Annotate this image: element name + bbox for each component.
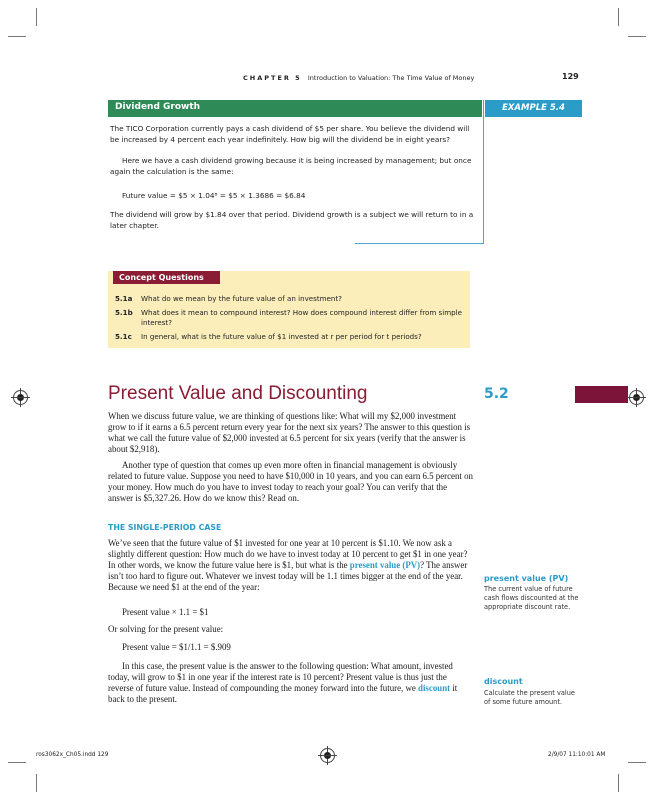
example-rule: [483, 100, 484, 244]
footer-timestamp: 2/9/07 11:10:01 AM: [548, 752, 606, 758]
margin-definition: The current value of future cash flows discounted at the appropriate discount rate.: [484, 585, 579, 611]
margin-term: discount: [484, 677, 523, 686]
key-term-link[interactable]: present value (PV): [349, 560, 421, 570]
registration-mark-icon: [13, 390, 28, 405]
example-paragraph: The dividend will grow by $1.84 over that period. Dividend growth is a subject we will return to in a later chapter.: [110, 210, 474, 230]
equation: Present value × 1.1 = $1: [122, 607, 209, 617]
section-number: 5.2: [484, 386, 509, 402]
key-term-link[interactable]: discount: [418, 683, 451, 693]
section-title: Present Value and Discounting: [108, 383, 368, 404]
body-paragraph: When we discuss future value, we are thinking of questions like: What will my $2,000 investment grow to if it earns a 6.5 percent return every year for the next six years? The answer to this question is what we call the future value of $2,000 invested at 6.5 percent for six years (verify that the answer is about $2,918).: [108, 411, 471, 454]
subsection-heading: THE SINGLE-PERIOD CASE: [108, 523, 222, 532]
crop-mark: [628, 36, 646, 37]
chapter-title: Introduction to Valuation: The Time Value of Money: [307, 74, 475, 82]
concept-question: [115, 332, 465, 342]
body-paragraph: Or solving for the present value:: [108, 624, 224, 634]
example-paragraph: The TICO Corporation currently pays a cash dividend of $5 per share. You believe the dividend will be increased by 4 percent each year indefinitely. How big will the dividend be in eight years?: [110, 124, 470, 144]
page-number: 129: [562, 72, 579, 81]
body-paragraph: Another type of question that comes up even more often in financial management is obviously related to future value. Suppose you need to have $10,000 in 10 years, and you can earn 6.5 percent on your money. How much do you have to invest today to reach your goal? You can verify that the answer is $5,327.26. How do we know this? Read on.: [108, 460, 473, 503]
margin-term: present value (PV): [484, 574, 569, 583]
example-equation: Future value = $5 × 1.04⁸ = $5 × 1.3686 = $6.84: [122, 191, 306, 200]
footer-file-slug: ros3062x_Ch05.indd 129: [36, 752, 109, 758]
crop-mark: [8, 36, 26, 37]
crop-mark: [628, 762, 646, 763]
example-rule: [355, 243, 484, 244]
question-text: What does it mean to compound interest? How does compound interest differ from simple interest?: [141, 308, 462, 327]
crop-mark: [8, 762, 26, 763]
body-paragraph: [108, 538, 474, 593]
crop-mark: [618, 8, 619, 26]
text-run: ? The answer isn’t too hard to figure out. Whatever we invest today will be 1.1 times bigger at the end of the year. Because we need $1 at the end of the year:: [108, 560, 468, 592]
crop-mark: [36, 774, 37, 792]
margin-definition: Calculate the present value of some future amount.: [484, 689, 575, 706]
running-header: [243, 74, 474, 82]
crop-mark: [618, 774, 619, 792]
question-number: 5.1c: [115, 332, 132, 341]
concept-question: [115, 294, 465, 304]
crop-mark: [36, 8, 37, 26]
question-number: 5.1b: [115, 308, 133, 317]
concept-question: [115, 308, 465, 327]
equation: Present value = $1/1.1 = $.909: [122, 642, 231, 652]
concept-questions-title: Concept Questions: [113, 271, 220, 284]
question-number: 5.1a: [115, 294, 133, 303]
registration-mark-icon: [320, 748, 335, 763]
example-paragraph: Here we have a cash dividend growing because it is being increased by management; but once again the calculation is the same:: [110, 156, 472, 176]
body-paragraph: [108, 661, 474, 705]
section-tab-bar: [575, 386, 628, 403]
text-run: In this case, the present value is the answer to the following question: What amount, invested today, will grow to $1 in one year if the interest rate is 10 percent? Present value is thus just the reverse of future value. Instead of compounding the money forward into the future, we: [108, 661, 453, 693]
chapter-label: CHAPTER 5: [243, 74, 302, 82]
question-text: What do we mean by the future value of an investment?: [141, 294, 342, 303]
registration-mark-icon: [629, 390, 644, 405]
text-run: it back to the present.: [108, 683, 458, 704]
text-run: We’ve seen that the future value of $1 invested for one year at 10 percent is $1.10. We now ask a slightly different question: How much do we have to invest today at 10 percent to get $1 in one year? In other words, we know the future value here is $1, but what is the: [108, 538, 468, 570]
example-title: Dividend Growth: [115, 102, 201, 112]
question-text: In general, what is the future value of $1 invested at r per period for t periods?: [141, 332, 422, 341]
example-tag: EXAMPLE 5.4: [485, 100, 582, 117]
